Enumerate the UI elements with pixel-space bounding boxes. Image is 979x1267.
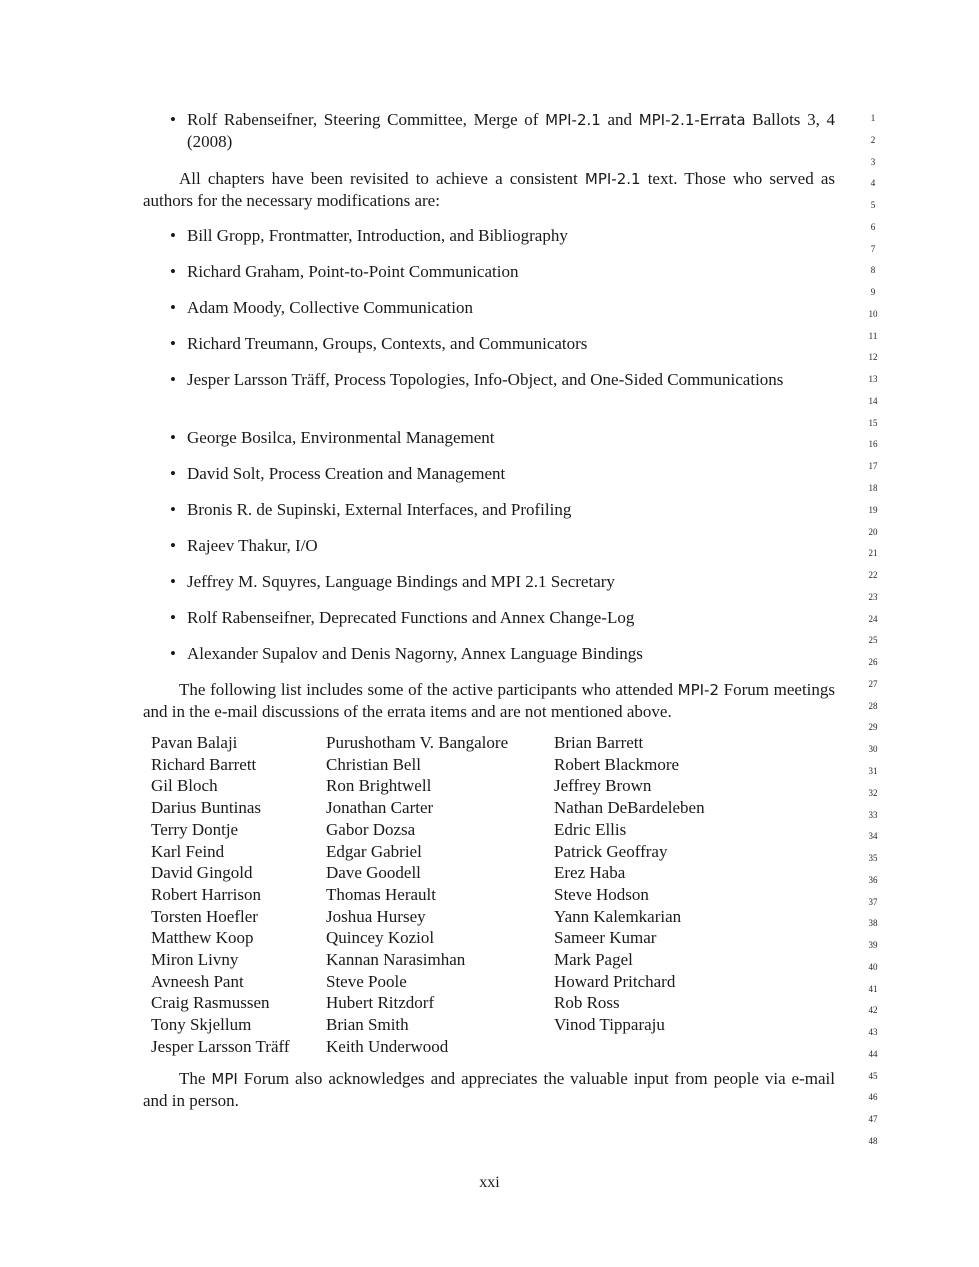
author-bullet: [170, 225, 835, 247]
line-number: 32: [868, 787, 878, 798]
participant-name: Craig Rasmussen: [151, 993, 270, 1013]
participants-paragraph: The following list includes some of the active participants who attended MPI-2 Forum meetings and in the e-mail discussions of the errata items and are not mentioned above.: [143, 680, 836, 721]
line-number: 26: [868, 657, 878, 668]
author-bullet: [170, 643, 835, 665]
line-number: 13: [868, 374, 878, 385]
line-number: 29: [868, 722, 878, 733]
mpi-term: MPI: [211, 1070, 238, 1088]
author-text: Richard Treumann, Groups, Contexts, and Communicators: [187, 334, 588, 353]
line-number: 14: [868, 395, 878, 406]
line-number: 21: [868, 548, 878, 559]
line-number: 42: [868, 1005, 878, 1016]
line-number: 39: [868, 940, 878, 951]
author-bullet: [170, 535, 835, 557]
participant-name: Robert Blackmore: [554, 754, 680, 774]
mpi-term: MPI-2.1-Errata: [638, 111, 746, 129]
line-number: 43: [868, 1027, 878, 1038]
line-number: 40: [868, 961, 878, 972]
author-bullet: [170, 333, 835, 355]
bullet-marker: •: [170, 226, 176, 245]
line-number: 2: [870, 134, 876, 145]
bullet-marker: •: [170, 644, 176, 663]
page-number: xxi: [479, 1174, 500, 1191]
bullet-marker: •: [170, 464, 176, 483]
closing-paragraph: The MPI Forum also acknowledges and appreciates the valuable input from people via e-mail and in person.: [143, 1069, 835, 1110]
participant-name: Patrick Geoffray: [554, 841, 668, 861]
participant-row: [151, 862, 794, 884]
line-number: 24: [868, 613, 878, 624]
participant-name: Brian Smith: [326, 1015, 409, 1035]
participant-name: Kannan Narasimhan: [326, 950, 466, 970]
participant-name: David Gingold: [151, 863, 253, 883]
author-text: Jesper Larsson Träff, Process Topologies, Info-Object, and One-Sided Communications: [187, 370, 784, 389]
participant-row: [151, 754, 794, 776]
participant-name: Miron Livny: [151, 950, 239, 970]
bullet-marker: •: [170, 370, 176, 389]
participant-name: Dave Goodell: [326, 863, 421, 883]
line-number: 44: [868, 1048, 878, 1059]
line-number: 12: [868, 352, 878, 363]
author-bullet: [170, 571, 835, 593]
line-number: 30: [868, 744, 878, 755]
line-number: 38: [868, 918, 878, 929]
author-bullet: [170, 463, 835, 485]
participant-name: Hubert Ritzdorf: [326, 993, 435, 1013]
line-number: 23: [868, 591, 878, 602]
participant-row: [151, 949, 794, 971]
participant-row: [151, 992, 794, 1014]
participant-name: Jeffrey Brown: [554, 776, 652, 796]
line-number: 5: [870, 200, 876, 211]
participants-table: [151, 732, 794, 1058]
participant-name: Gabor Dozsa: [326, 819, 416, 839]
bullet-marker: •: [170, 298, 176, 317]
line-number: 31: [868, 765, 878, 776]
participant-name: Quincey Koziol: [326, 928, 435, 948]
participant-name: Joshua Hursey: [326, 906, 426, 926]
line-number: 34: [868, 831, 878, 842]
line-number: 8: [870, 265, 876, 276]
participant-name: Rob Ross: [554, 993, 620, 1013]
line-number: 35: [868, 853, 878, 864]
line-number: 28: [868, 700, 878, 711]
participant-row: [151, 906, 794, 928]
author-text: Bill Gropp, Frontmatter, Introduction, and Bibliography: [187, 226, 568, 245]
line-number: 6: [870, 221, 876, 232]
line-number: 20: [868, 526, 878, 537]
author-text: Richard Graham, Point-to-Point Communication: [187, 262, 519, 281]
author-text: Bronis R. de Supinski, External Interfaces, and Profiling: [187, 500, 572, 519]
participant-name: Mark Pagel: [554, 950, 633, 970]
participant-row: [151, 884, 794, 906]
bullet-marker: •: [170, 608, 176, 627]
mpi-term: MPI-2.1: [584, 170, 641, 188]
bullet-marker: •: [170, 536, 176, 555]
author-text: Rajeev Thakur, I/O: [187, 536, 318, 555]
participant-row: [151, 775, 794, 797]
bullet-marker: •: [170, 500, 176, 519]
author-bullet: [170, 499, 835, 521]
line-number: 1: [870, 113, 876, 123]
participant-name: Christian Bell: [326, 754, 421, 774]
line-number: 17: [868, 461, 878, 472]
participant-row: [151, 819, 794, 841]
author-text: Adam Moody, Collective Communication: [187, 298, 473, 317]
line-number: 18: [868, 483, 878, 494]
participant-name: Steve Hodson: [554, 884, 649, 904]
bullet-marker: •: [170, 572, 176, 591]
author-bullet: [170, 427, 835, 449]
bullet-marker: •: [170, 110, 176, 129]
participant-name: Richard Barrett: [151, 754, 257, 774]
bullet-marker: •: [170, 334, 176, 353]
participant-name: Pavan Balaji: [151, 733, 238, 752]
intro-paragraph: All chapters have been revisited to achieve a consistent MPI-2.1 text. Those who served as authors for the necessary modifications are:: [143, 169, 835, 210]
participant-name: Matthew Koop: [151, 928, 254, 948]
author-bullet: [170, 607, 835, 629]
author-bullet: [170, 369, 835, 391]
line-number: 3: [870, 156, 876, 167]
participant-name: Gil Bloch: [151, 776, 218, 796]
line-number: 16: [868, 439, 878, 450]
bullet-marker: •: [170, 428, 176, 447]
author-text: David Solt, Process Creation and Management: [187, 464, 506, 483]
participant-name: Darius Buntinas: [151, 798, 262, 818]
line-number: 46: [868, 1092, 878, 1103]
participant-name: Sameer Kumar: [554, 928, 657, 948]
line-number-gutter: [855, 0, 891, 1267]
author-text: George Bosilca, Environmental Management: [187, 428, 495, 447]
author-bullet: [170, 297, 835, 319]
participant-name: Edric Ellis: [554, 819, 627, 839]
participant-name: Brian Barrett: [554, 733, 644, 752]
line-number: 27: [868, 678, 878, 689]
participant-row: [151, 797, 794, 819]
participant-row: [151, 732, 794, 754]
participant-name: Avneesh Pant: [151, 971, 244, 991]
line-number: 48: [868, 1136, 878, 1146]
line-number: 7: [870, 243, 876, 254]
participant-row: [151, 841, 794, 863]
author-bullet: [170, 261, 835, 283]
participant-name: Jesper Larsson Träff: [151, 1036, 290, 1056]
participant-name: Erez Haba: [554, 863, 626, 883]
participant-name: Keith Underwood: [326, 1036, 449, 1056]
participant-row: [151, 1036, 794, 1058]
participant-name: Steve Poole: [326, 971, 407, 991]
participant-name: Ron Brightwell: [326, 776, 432, 796]
line-number: 33: [868, 809, 878, 820]
line-number: 11: [868, 330, 878, 341]
line-number: 19: [868, 504, 878, 515]
participant-row: [151, 927, 794, 949]
line-number: 10: [868, 308, 878, 319]
author-text: Rolf Rabenseifner, Deprecated Functions and Annex Change-Log: [187, 608, 635, 627]
line-number: 25: [868, 635, 878, 646]
participant-name: Terry Dontje: [151, 819, 239, 839]
line-number: 9: [870, 287, 876, 298]
line-number: 22: [868, 570, 878, 581]
bullet-marker: •: [170, 262, 176, 281]
line-number: 4: [870, 178, 876, 189]
participant-name: [554, 1036, 794, 1058]
participant-name: Robert Harrison: [151, 884, 262, 904]
line-number: 15: [868, 417, 878, 428]
mpi-term: MPI-2: [677, 681, 719, 699]
steering-committee-bullet: [170, 109, 835, 153]
line-number: 36: [868, 874, 878, 885]
participant-row: [151, 1014, 794, 1036]
author-text: Jeffrey M. Squyres, Language Bindings and MPI 2.1 Secretary: [187, 572, 615, 591]
participant-name: Karl Feind: [151, 841, 225, 861]
line-number: 41: [868, 983, 878, 994]
participant-name: Edgar Gabriel: [326, 841, 422, 861]
bullet-text: Rolf Rabenseifner, Steering Committee, Merge of MPI-2.1 and MPI-2.1-Errata Ballots 3, 4 (2008): [187, 110, 835, 151]
author-text: Alexander Supalov and Denis Nagorny, Annex Language Bindings: [187, 644, 643, 663]
line-number: 37: [868, 896, 878, 907]
participant-name: Thomas Herault: [326, 884, 436, 904]
participant-name: Tony Skjellum: [151, 1015, 252, 1035]
line-number: 47: [868, 1114, 878, 1125]
participant-name: Howard Pritchard: [554, 971, 676, 991]
participant-name: Torsten Hoefler: [151, 906, 258, 926]
participant-name: Purushotham V. Bangalore: [326, 733, 509, 752]
participant-row: [151, 971, 794, 993]
participant-name: Jonathan Carter: [326, 798, 434, 818]
participant-name: Vinod Tipparaju: [554, 1015, 665, 1035]
line-number: 45: [868, 1070, 878, 1081]
participant-name: Yann Kalemkarian: [554, 906, 682, 926]
mpi-term: MPI-2.1: [545, 111, 601, 129]
participant-name: Nathan DeBardeleben: [554, 798, 705, 818]
